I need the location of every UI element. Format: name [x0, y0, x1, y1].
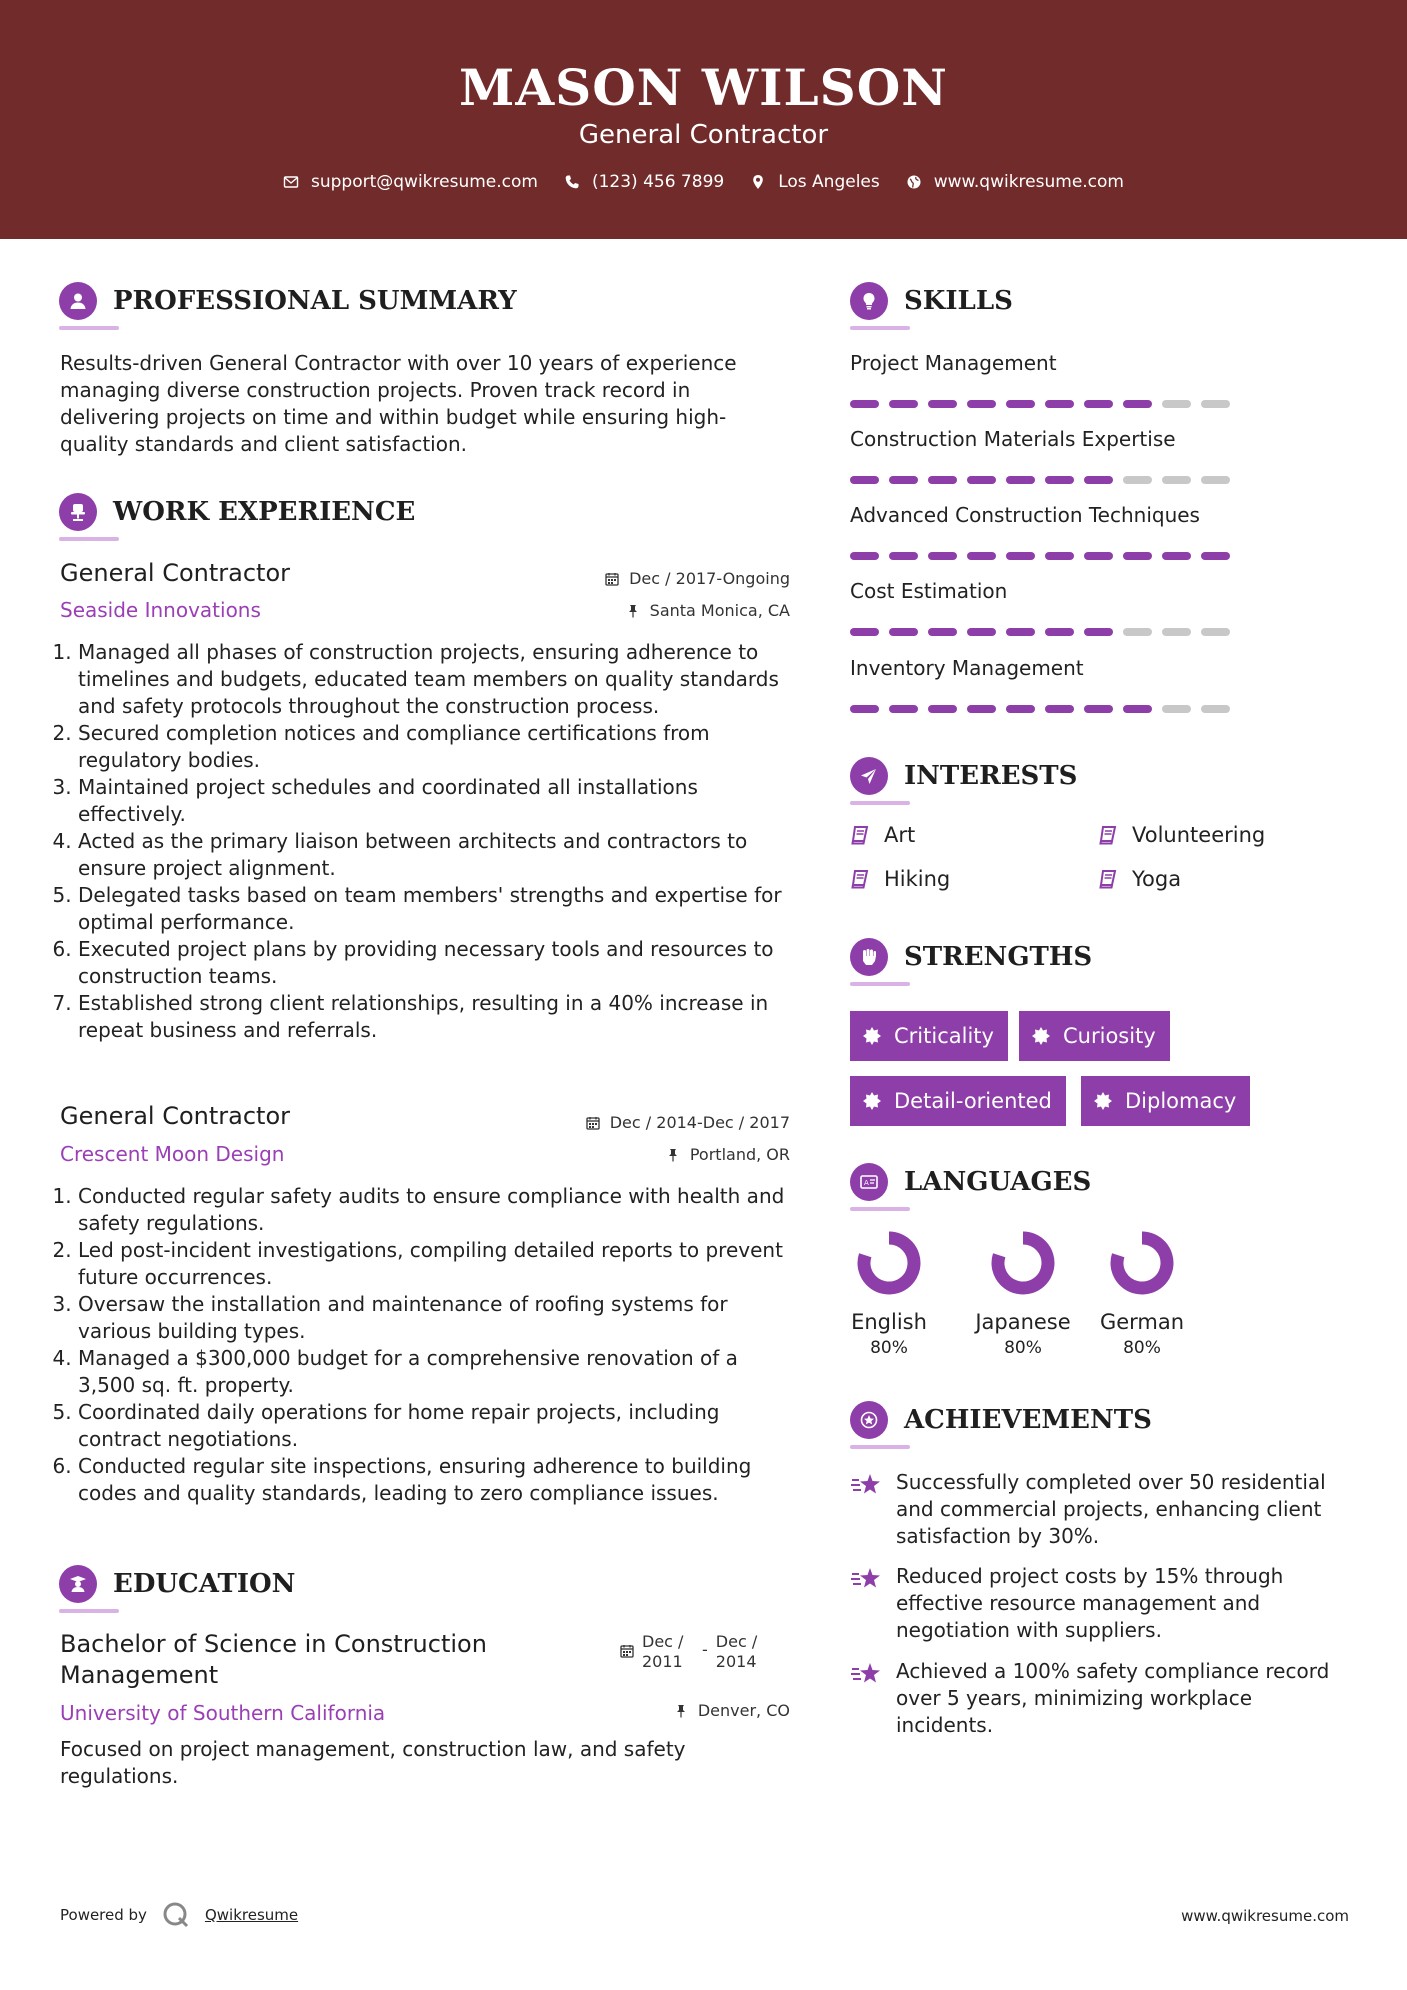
- map-pin-icon: [750, 174, 766, 190]
- language-item: [968, 1230, 1078, 1358]
- email-text: support@qwikresume.com: [311, 172, 538, 192]
- skill-level-segment: [1084, 628, 1113, 636]
- work-underline: [59, 537, 119, 541]
- contact-website[interactable]: [906, 172, 1124, 192]
- language-ring-arc: [1117, 1238, 1167, 1288]
- strengths-title: STRENGTHS: [904, 942, 1093, 972]
- skill-level-segment: [1123, 552, 1152, 560]
- skill-level-segment: [1084, 705, 1113, 713]
- book-icon: [1098, 825, 1118, 845]
- language-level: 80%: [1004, 1338, 1042, 1358]
- strengths-heading: [850, 938, 1092, 976]
- list-item: 3. Maintained project schedules and coordinated all installations effectively.: [78, 774, 800, 828]
- skill-level-segment: [1006, 552, 1035, 560]
- list-item: 2. Secured completion notices and compliance certifications from regulatory bodies.: [78, 720, 800, 774]
- skill-level-segment: [889, 400, 918, 408]
- candidate-role: General Contractor: [578, 120, 829, 150]
- skill-level-segment: [1162, 705, 1191, 713]
- skill-level-segment: [928, 476, 957, 484]
- skill-level-segment: [967, 400, 996, 408]
- skill-3-name: Advanced Construction Techniques: [850, 503, 1200, 527]
- skill-5-name: Inventory Management: [850, 656, 1084, 680]
- language-ring: [1109, 1230, 1175, 1296]
- list-item: 3. Oversaw the installation and maintenance of roofing systems for various building types.: [78, 1291, 800, 1345]
- strengths-underline: [850, 982, 910, 986]
- summary-heading: [59, 282, 517, 320]
- language-item: [1087, 1230, 1197, 1358]
- job-2-location: [666, 1145, 790, 1164]
- languages-underline: [850, 1207, 910, 1211]
- education-location: [674, 1701, 790, 1720]
- achievements-heading: [850, 1401, 1152, 1439]
- strength-label: Detail-oriented: [894, 1089, 1052, 1113]
- strength-badge: [850, 1076, 1066, 1126]
- achievement-text: Reduced project costs by 15% through effective resource management and negotiation with suppliers.: [896, 1564, 1284, 1642]
- skill-level-segment: [928, 705, 957, 713]
- education-heading: [59, 1565, 295, 1603]
- achievement-text: Achieved a 100% safety compliance record over 5 years, minimizing workplace incidents.: [896, 1659, 1330, 1737]
- strength-badge: [850, 1011, 1008, 1061]
- resume-header: [0, 0, 1407, 239]
- skill-level-segment: [1201, 628, 1230, 636]
- skill-level-segment: [967, 705, 996, 713]
- interests-underline: [850, 801, 910, 805]
- candidate-name: MASON WILSON: [459, 58, 948, 117]
- language-ring-arc: [864, 1238, 914, 1288]
- powered-by-label: Powered by: [60, 1906, 147, 1924]
- job-1-responsibilities: [60, 639, 800, 1044]
- user-icon: [59, 282, 97, 320]
- skill-level-segment: [1006, 400, 1035, 408]
- summary-text: Results-driven General Contractor with over 10 years of experience managing diverse construction projects. Proven track record in delivering projects on time and within budget while ensuring high-quality standards and client satisfaction.: [60, 351, 737, 456]
- skill-level-segment: [1123, 476, 1152, 484]
- skill-level-segment: [889, 552, 918, 560]
- strength-badge: [1081, 1076, 1250, 1126]
- interest-item: [1098, 823, 1265, 847]
- skill-level-segment: [889, 705, 918, 713]
- interest-item: [850, 867, 950, 891]
- calendar-icon: [586, 1116, 600, 1130]
- language-ring: [990, 1230, 1056, 1296]
- degree-title: Bachelor of Science in Construction Management: [60, 1630, 487, 1689]
- language-level: 80%: [870, 1338, 908, 1358]
- summary-underline: [59, 326, 119, 330]
- skill-level-segment: [928, 400, 957, 408]
- skill-level-segment: [1201, 552, 1230, 560]
- achievement-item: [850, 1563, 1350, 1644]
- list-item: 6. Executed project plans by providing necessary tools and resources to construction teams.: [78, 936, 800, 990]
- skill-4-name: Cost Estimation: [850, 579, 1008, 603]
- shooting-star-icon: [850, 1471, 882, 1499]
- star-medal-icon: [850, 1401, 888, 1439]
- job-1-company[interactable]: Seaside Innovations: [60, 598, 261, 622]
- skill-level-segment: [1006, 476, 1035, 484]
- skill-level-segment: [1045, 705, 1074, 713]
- book-icon: [1098, 869, 1118, 889]
- interest-item: [850, 823, 915, 847]
- skill-level-segment: [1201, 400, 1230, 408]
- skill-level-segment: [1162, 628, 1191, 636]
- lightbulb-icon: [850, 282, 888, 320]
- achievement-item: [850, 1658, 1350, 1739]
- shooting-star-icon: [850, 1660, 882, 1688]
- skill-level-segment: [1084, 400, 1113, 408]
- language-name: English: [851, 1310, 927, 1334]
- globe-icon: [906, 174, 922, 190]
- education-dates: [620, 1632, 768, 1672]
- work-heading: [59, 493, 415, 531]
- language-name: Japanese: [975, 1310, 1071, 1334]
- skill-level-segment: [1006, 628, 1035, 636]
- interests-heading: [850, 757, 1077, 795]
- job-2-company[interactable]: Crescent Moon Design: [60, 1142, 285, 1166]
- phone-icon: [564, 174, 580, 190]
- job-2-title: General Contractor: [60, 1102, 291, 1130]
- graduate-icon: [59, 1565, 97, 1603]
- language-level: 80%: [1123, 1338, 1161, 1358]
- languages-title: LANGUAGES: [904, 1167, 1092, 1197]
- skill-level-segment: [1162, 400, 1191, 408]
- language-ring: [856, 1230, 922, 1296]
- skill-level-segment: [928, 552, 957, 560]
- skill-level-segment: [1201, 476, 1230, 484]
- job-2-responsibilities: [60, 1183, 800, 1507]
- contact-phone[interactable]: [564, 172, 724, 192]
- skill-1-bar: [850, 400, 1230, 408]
- work-title: WORK EXPERIENCE: [113, 497, 416, 527]
- skill-level-segment: [889, 476, 918, 484]
- job-2-date: [586, 1113, 790, 1132]
- skill-2-bar: [850, 476, 1230, 484]
- office-chair-icon: [59, 493, 97, 531]
- skill-level-segment: [1006, 705, 1035, 713]
- skill-level-segment: [1045, 552, 1074, 560]
- education-description: Focused on project management, construction law, and safety regulations.: [60, 1737, 686, 1788]
- list-item: 1. Managed all phases of construction projects, ensuring adherence to timelines and budgets, educated team members on quality standards and safety protocols throughout the construction process.: [78, 639, 800, 720]
- languages-heading: [850, 1163, 1091, 1201]
- svg-text:A: A: [864, 1179, 869, 1187]
- calendar-icon: [620, 1644, 634, 1658]
- skill-level-segment: [967, 552, 996, 560]
- achievements-underline: [850, 1445, 910, 1449]
- badge-star-icon: [1093, 1091, 1113, 1111]
- footer-website[interactable]: www.qwikresume.com: [1181, 1907, 1349, 1925]
- job-1-title: General Contractor: [60, 559, 291, 587]
- contact-email[interactable]: [283, 172, 538, 192]
- badge-star-icon: [862, 1026, 882, 1046]
- education-location-text: Denver, CO: [697, 1701, 790, 1720]
- book-icon: [850, 869, 870, 889]
- pushpin-icon: [674, 1704, 688, 1718]
- interest-label: Hiking: [884, 867, 951, 891]
- skill-level-segment: [850, 400, 879, 408]
- skill-level-segment: [850, 476, 879, 484]
- job-2-location-text: Portland, OR: [689, 1145, 790, 1164]
- language-item: [834, 1230, 944, 1358]
- contact-bar: [0, 172, 1407, 192]
- strength-label: Criticality: [894, 1024, 994, 1048]
- skill-4-bar: [850, 628, 1230, 636]
- skill-level-segment: [1201, 705, 1230, 713]
- skill-level-segment: [1084, 476, 1113, 484]
- calendar-icon: [605, 572, 619, 586]
- list-item: 1. Conducted regular safety audits to ensure compliance with health and safety regulations.: [78, 1183, 800, 1237]
- skill-level-segment: [889, 628, 918, 636]
- interest-label: Volunteering: [1132, 823, 1266, 847]
- list-item: 4. Acted as the primary liaison between architects and contractors to ensure project alignment.: [78, 828, 800, 882]
- language-name: German: [1099, 1310, 1185, 1334]
- list-item: 2. Led post-incident investigations, compiling detailed reports to prevent future occurrences.: [78, 1237, 800, 1291]
- skill-level-segment: [1123, 628, 1152, 636]
- education-title: EDUCATION: [113, 1569, 296, 1599]
- paper-plane-icon: [850, 757, 888, 795]
- skill-level-segment: [1162, 476, 1191, 484]
- qwikresume-logo-icon: [161, 1900, 191, 1930]
- skills-heading: [850, 282, 1013, 320]
- job-1-location: [626, 601, 790, 620]
- list-item: 7. Established strong client relationships, resulting in a 40% increase in repeat business and referrals.: [78, 990, 800, 1044]
- skill-level-segment: [1162, 552, 1191, 560]
- school-name[interactable]: University of Southern California: [60, 1701, 386, 1725]
- education-underline: [59, 1609, 119, 1613]
- skill-level-segment: [967, 476, 996, 484]
- skill-level-segment: [1084, 552, 1113, 560]
- skill-2-name: Construction Materials Expertise: [850, 427, 1176, 451]
- skills-title: SKILLS: [904, 286, 1013, 316]
- achievements-title: ACHIEVEMENTS: [904, 1405, 1152, 1435]
- list-item: 4. Managed a $300,000 budget for a comprehensive renovation of a 3,500 sq. ft. property.: [78, 1345, 800, 1399]
- skill-level-segment: [1045, 400, 1074, 408]
- pushpin-icon: [626, 604, 640, 618]
- list-item: 6. Conducted regular site inspections, ensuring adherence to building codes and quality standards, leading to zero compliance issues.: [78, 1453, 800, 1507]
- raised-fist-icon: [850, 938, 888, 976]
- skill-level-segment: [1045, 628, 1074, 636]
- skill-level-segment: [850, 552, 879, 560]
- contact-location: [750, 172, 880, 192]
- badge-star-icon: [1031, 1026, 1051, 1046]
- location-text: Los Angeles: [778, 172, 880, 192]
- interest-item: [1098, 867, 1181, 891]
- badge-star-icon: [862, 1091, 882, 1111]
- skill-level-segment: [1123, 705, 1152, 713]
- job-1-date-text: Dec / 2017-Ongoing: [629, 569, 790, 588]
- skill-5-bar: [850, 705, 1230, 713]
- pushpin-icon: [666, 1148, 680, 1162]
- education-end-date: Dec / 2014: [715, 1632, 758, 1671]
- strength-label: Diplomacy: [1125, 1089, 1237, 1113]
- skill-level-segment: [850, 705, 879, 713]
- education-start-date: Dec / 2011: [642, 1632, 684, 1671]
- summary-title: PROFESSIONAL SUMMARY: [113, 286, 517, 316]
- list-item: 5. Delegated tasks based on team members' strengths and expertise for optimal performance.: [78, 882, 800, 936]
- skills-underline: [850, 326, 910, 330]
- job-2-date-text: Dec / 2014-Dec / 2017: [609, 1113, 790, 1132]
- interests-title: INTERESTS: [904, 761, 1078, 791]
- achievement-item: [850, 1469, 1350, 1550]
- interest-label: Art: [884, 823, 916, 847]
- footer-powered-by: [60, 1900, 298, 1930]
- language-ring-arc: [998, 1238, 1048, 1288]
- skill-level-segment: [850, 628, 879, 636]
- book-icon: [850, 825, 870, 845]
- strength-label: Curiosity: [1063, 1024, 1156, 1048]
- achievement-text: Successfully completed over 50 residential and commercial projects, enhancing client satisfaction by 30%.: [896, 1470, 1326, 1548]
- skill-level-segment: [1045, 476, 1074, 484]
- skill-level-segment: [1123, 400, 1152, 408]
- website-text: www.qwikresume.com: [933, 172, 1124, 192]
- skill-level-segment: [967, 628, 996, 636]
- envelope-icon: [283, 174, 299, 190]
- shooting-star-icon: [850, 1565, 882, 1593]
- job-1-location-text: Santa Monica, CA: [649, 601, 790, 620]
- interest-label: Yoga: [1132, 867, 1182, 891]
- skill-1-name: Project Management: [850, 351, 1057, 375]
- strength-badge: [1019, 1011, 1170, 1061]
- phone-text: (123) 456 7899: [591, 172, 725, 192]
- qwikresume-link[interactable]: Qwikresume: [204, 1906, 299, 1924]
- language-card-icon: [850, 1163, 888, 1201]
- skill-3-bar: [850, 552, 1230, 560]
- list-item: 5. Coordinated daily operations for home repair projects, including contract negotiations.: [78, 1399, 800, 1453]
- skill-level-segment: [928, 628, 957, 636]
- job-1-date: [605, 569, 790, 588]
- education-date-separator: -: [702, 1640, 708, 1659]
